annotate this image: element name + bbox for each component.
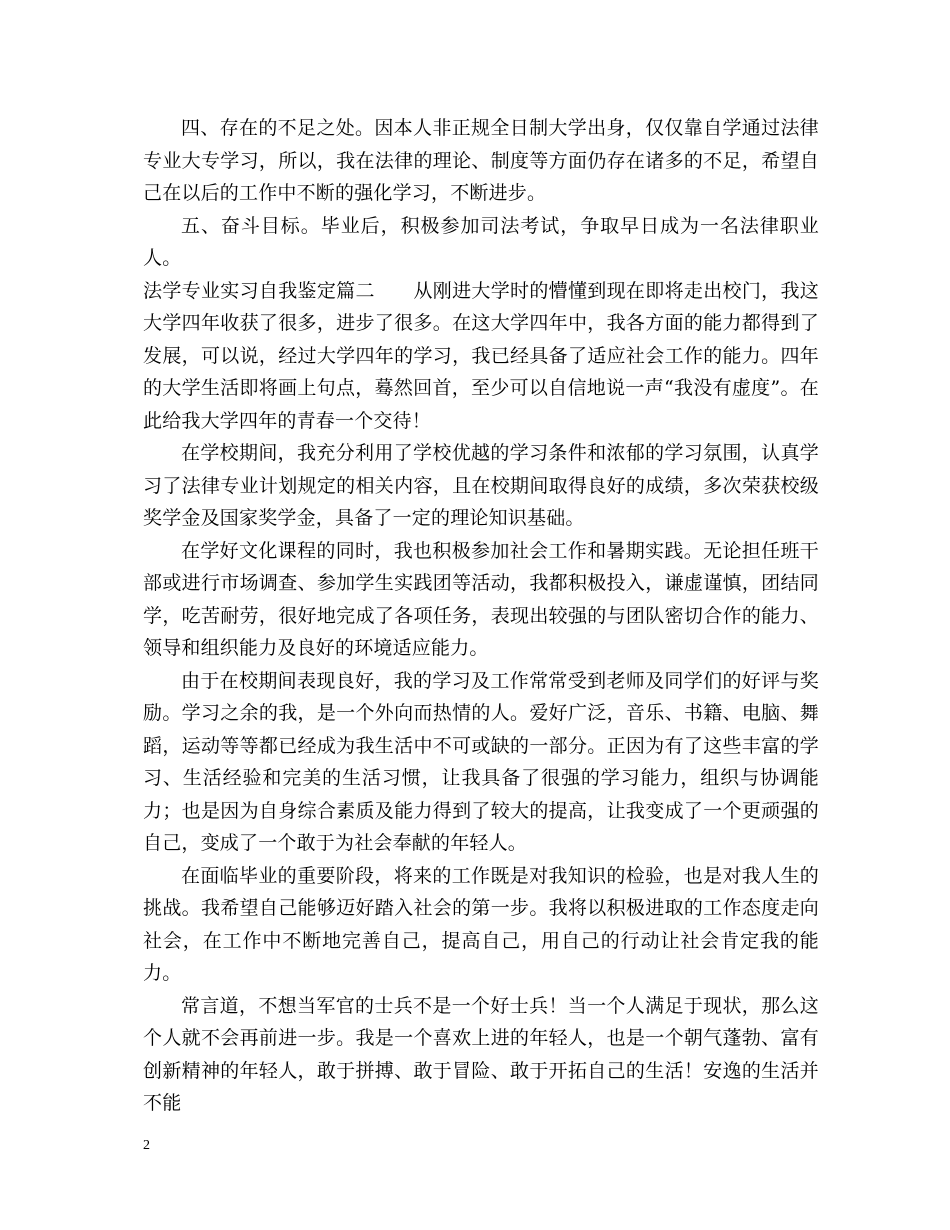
paragraph-shortcomings: 四、存在的不足之处。因本人非正规全日制大学出身，仅仅靠自学通过法律专业大专学习，所以，我在法律的理论、制度等方面仍存在诸多的不足，希望自己在以后的工作中不断的强化学习，不断进步。 <box>143 117 819 204</box>
paragraph-school-study: 在学校期间，我充分利用了学校优越的学习条件和浓郁的学习氛围，认真学习了法律专业计划规定的相关内容，且在校期间取得良好的成绩，多次荣获校级奖学金及国家奖学金，具备了一定的理论知识基础。 <box>143 442 819 529</box>
paragraph-proverb: 常言道，不想当军官的士兵不是一个好士兵！当一个人满足于现状，那么这个人就不会再前进一步。我是一个喜欢上进的年轻人，也是一个朝气蓬勃、富有创新精神的年轻人，敢于拼搏、敢于冒险、敢于开拓自己的生活！安逸的生活并不能 <box>143 994 819 1114</box>
paragraph-performance: 由于在校期间表现良好，我的学习及工作常常受到老师及同学们的好评与奖励。学习之余的我，是一个外向而热情的人。爱好广泛，音乐、书籍、电脑、舞蹈，运动等等都已经成为我生活中不可或缺的一部分。正因为有了这些丰富的学习、生活经验和完美的生活习惯，让我具备了很强的学习能力，组织与协调能力；也是因为自身综合素质及能力得到了较大的提高，让我变成了一个更顽强的自己，变成了一个敢于为社会奉献的年轻人。 <box>143 669 819 854</box>
paragraph-section-two-intro: 法学专业实习自我鉴定篇二 从刚进大学时的懵懂到现在即将走出校门，我这大学四年收获了很多，进步了很多。在这大学四年中，我各方面的能力都得到了发展，可以说，经过大学四年的学习，我已经具备了适应社会工作的能力。四年的大学生活即将画上句点，蓦然回首，至少可以自信地说一声“我没有虚度”。在此给我大学四年的青春一个交待！ <box>143 279 819 432</box>
paragraph-social-work: 在学好文化课程的同时，我也积极参加社会工作和暑期实践。无论担任班干部或进行市场调查、参加学生实践团等活动，我都积极投入，谦虚谨慎，团结同学，吃苦耐劳，很好地完成了各项任务，表现出较强的与团队密切合作的能力、领导和组织能力及良好的环境适应能力。 <box>143 539 819 659</box>
document-body <box>143 112 819 1120</box>
page-number: 2 <box>143 1138 150 1153</box>
paragraph-graduation: 在面临毕业的重要阶段，将来的工作既是对我知识的检验，也是对我人生的挑战。我希望自己能够迈好踏入社会的第一步。我将以积极进取的工作态度走向社会，在工作中不断地完善自己，提高自己，用自己的行动让社会肯定我的能力。 <box>143 864 819 984</box>
paragraph-goals: 五、奋斗目标。毕业后，积极参加司法考试，争取早日成为一名法律职业人。 <box>143 214 819 269</box>
